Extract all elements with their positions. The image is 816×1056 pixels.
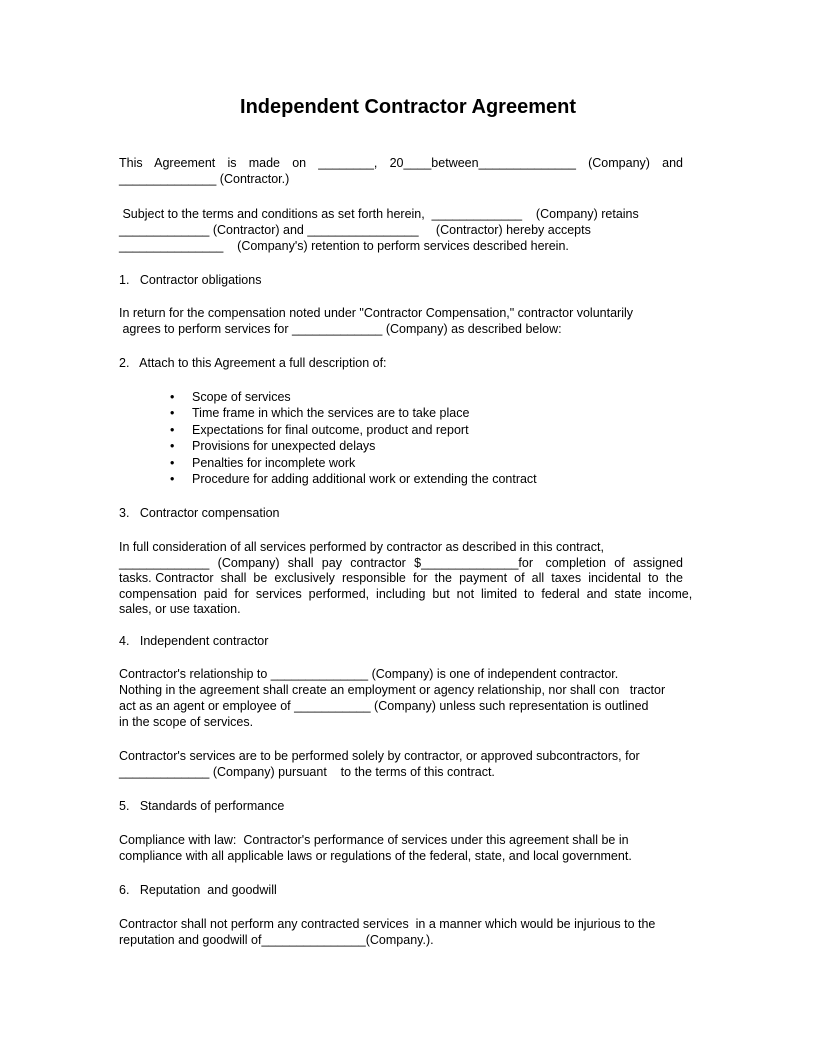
section-heading: 5. Standards of performance [119, 799, 285, 813]
section-heading: 4. Independent contractor [119, 634, 269, 648]
body-line: Contractor's relationship to ______________ (Company) is one of independent contractor. [119, 667, 619, 681]
subject-line: _____________ (Contractor) and ________________ (Contractor) hereby accepts [119, 223, 591, 237]
bullet-item: • Provisions for unexpected delays [170, 439, 376, 453]
section-heading: 2. Attach to this Agreement a full description of: [119, 356, 387, 370]
body-line: compliance with all applicable laws or regulations of the federal, state, and local government. [119, 849, 632, 863]
body-line: act as an agent or employee of ___________ (Company) unless such representation is outlined [119, 699, 649, 713]
section-heading: 6. Reputation and goodwill [119, 883, 277, 897]
body-line: Nothing in the agreement shall create an employment or agency relationship, nor shall con tractor [119, 683, 666, 697]
body-line: _____________ (Company) pursuant to the terms of this contract. [119, 765, 495, 779]
body-line: Contractor shall not perform any contracted services in a manner which would be injurious to the [119, 917, 656, 931]
body-line: _____________ (Company) shall pay contractor $______________for completion of assigned [119, 556, 683, 570]
body-line: reputation and goodwill of_______________(Company.). [119, 933, 434, 947]
body-line: agrees to perform services for _____________ (Company) as described below: [119, 322, 562, 336]
body-line: in the scope of services. [119, 715, 254, 729]
body-line: sales, or use taxation. [119, 602, 241, 616]
page-title: Independent Contractor Agreement [240, 96, 576, 118]
section-heading: 3. Contractor compensation [119, 506, 280, 520]
section-heading: 1. Contractor obligations [119, 273, 262, 287]
bullet-item: • Expectations for final outcome, product and report [170, 423, 469, 437]
bullet-item: • Scope of services [170, 390, 291, 404]
body-line: In full consideration of all services performed by contractor as described in this contract, [119, 540, 604, 554]
bullet-item: • Penalties for incomplete work [170, 456, 356, 470]
bullet-item: • Time frame in which the services are to take place [170, 406, 470, 420]
subject-line: _______________ (Company's) retention to perform services described herein. [119, 239, 569, 253]
body-line: In return for the compensation noted under "Contractor Compensation," contractor voluntarily [119, 306, 634, 320]
body-line: compensation paid for services performed, including but not limited to federal and state income, [119, 587, 693, 601]
intro-line: ______________ (Contractor.) [119, 172, 290, 186]
subject-line: Subject to the terms and conditions as set forth herein, _____________ (Company) retains [119, 207, 639, 221]
body-line: Contractor's services are to be performed solely by contractor, or approved subcontractors, for [119, 749, 640, 763]
intro-line: This Agreement is made on ________, 20____between______________ (Company) and [119, 156, 683, 170]
bullet-item: • Procedure for adding additional work or extending the contract [170, 472, 537, 486]
body-line: Compliance with law: Contractor's performance of services under this agreement shall be in [119, 833, 629, 847]
body-line: tasks. Contractor shall be exclusively responsible for the payment of all taxes incidental to the [119, 571, 683, 585]
